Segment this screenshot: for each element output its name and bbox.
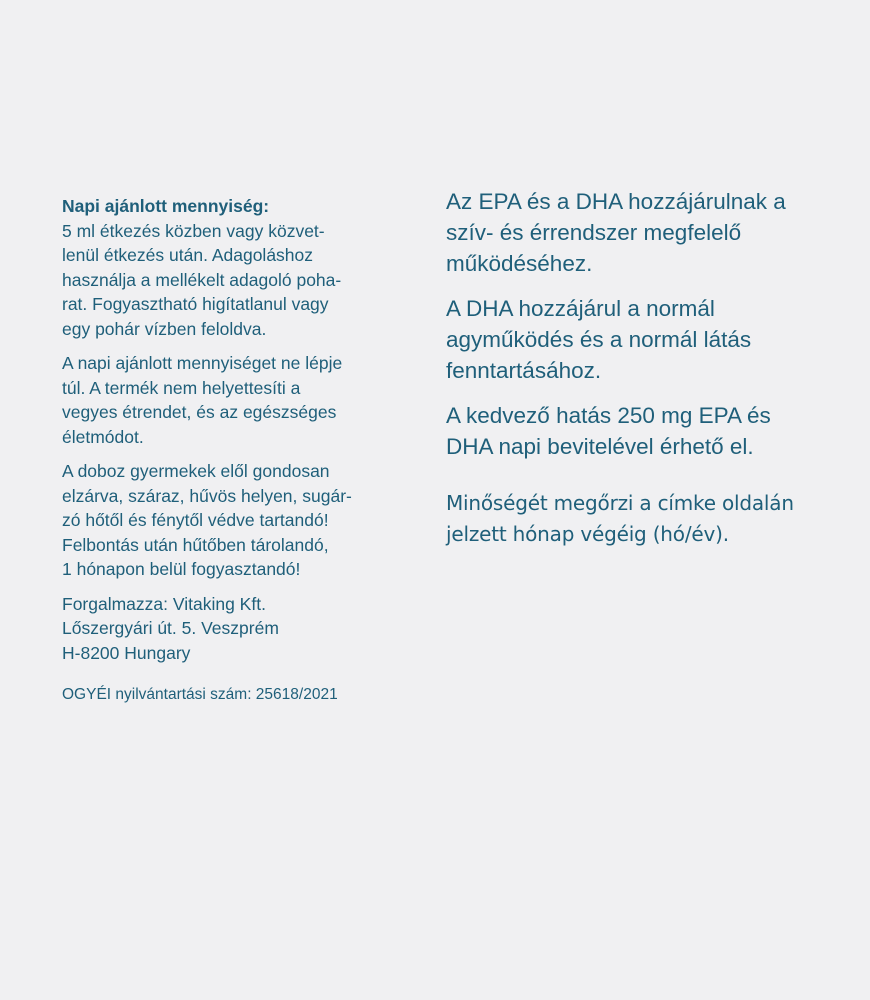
claim-line: A DHA hozzájárul a normál (446, 296, 715, 321)
claim-line: agyműködés és a normál látás (446, 327, 752, 352)
warning-line: A napi ajánlott mennyiséget ne lépje (62, 353, 343, 373)
warning-line: túl. A termék nem helyettesíti a (62, 377, 301, 398)
right-column (446, 186, 856, 550)
best-before-line: Minőségét megőrzi a címke oldalán (446, 491, 794, 515)
storage-line: zó hőtől és fénytől védve tartandó! (62, 510, 329, 530)
claim-line: Az EPA és a DHA hozzájárulnak a (446, 189, 786, 214)
claim-line: működéséhez. (446, 251, 593, 276)
dosage-line: rat. Fogyasztható higítatlanul vagy (62, 294, 329, 314)
warning-section (62, 351, 422, 449)
storage-line: A doboz gyermekek elől gondosan (62, 461, 330, 481)
claim-line: A kedvező hatás 250 mg EPA és (446, 403, 771, 428)
storage-line: elzárva, száraz, hűvös helyen, sugár- (62, 485, 352, 506)
storage-line: Felbontás után hűtőben tárolandó, (62, 534, 329, 555)
claim-conditions (446, 400, 856, 462)
distributor-section (62, 592, 422, 666)
dosage-line: 5 ml étkezés közben vagy közvet- (62, 220, 325, 241)
distributor-line: Forgalmazza: Vitaking Kft. (62, 593, 266, 614)
best-before-note (446, 488, 856, 550)
storage-line: 1 hónapon belül fogyasztandó! (62, 559, 301, 579)
registration-number: OGYÉI nyilvántartási szám: 25618/2021 (62, 686, 338, 703)
distributor-line: H-8200 Hungary (62, 642, 191, 663)
dosage-line: egy pohár vízben feloldva. (62, 318, 267, 339)
best-before-line: jelzett hónap végéig (hó/év). (446, 522, 729, 546)
claim-dha-brain-vision (446, 293, 856, 386)
dosage-line: használja a mellékelt adagoló poha- (62, 269, 342, 290)
dosage-heading: Napi ajánlott mennyiség: (62, 196, 270, 216)
claim-epa-dha-heart (446, 186, 856, 279)
claim-line: DHA napi bevitelével érhető el. (446, 434, 754, 459)
dosage-line: lenül étkezés után. Adagoláshoz (62, 245, 314, 265)
claim-line: fenntartásához. (446, 358, 602, 383)
claim-line: szív- és érrendszer megfelelő (446, 220, 742, 245)
storage-section (62, 459, 422, 582)
warning-line: vegyes étrendet, és az egészséges (62, 402, 337, 422)
warning-line: életmódot. (62, 426, 144, 447)
left-column (62, 194, 422, 708)
distributor-line: Lőszergyári út. 5. Veszprém (62, 618, 279, 638)
dosage-section (62, 194, 422, 341)
